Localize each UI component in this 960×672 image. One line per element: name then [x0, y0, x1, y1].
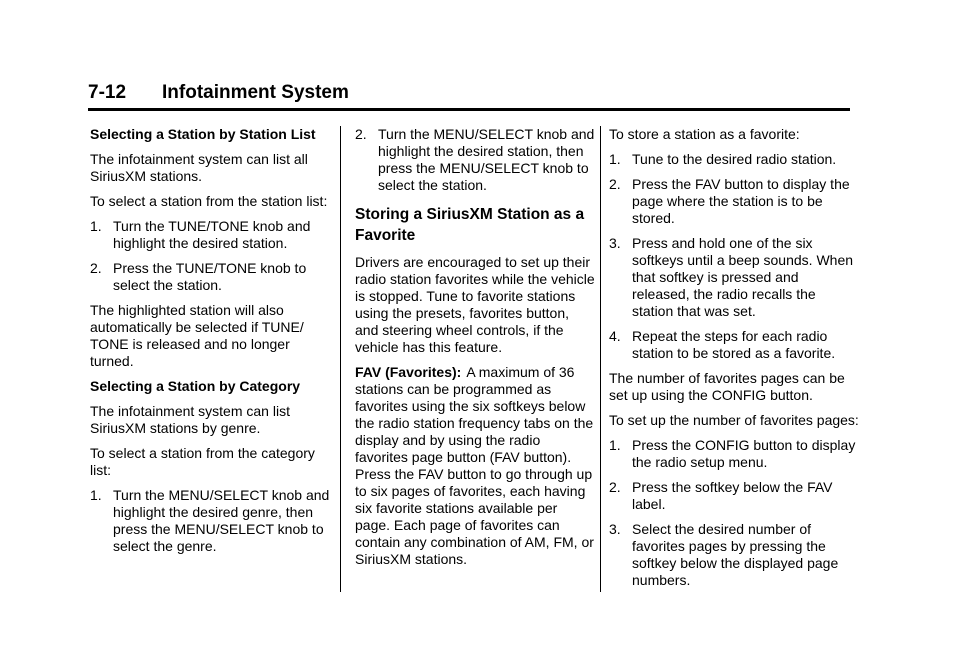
list-item: [609, 176, 859, 227]
list-item-number: 2.: [609, 479, 621, 495]
column-divider-1: [340, 126, 341, 592]
run-in-text: A maximum of 36 stations can be programmed as favorites using the six softkeys below the radio station frequency tabs on the display and by using the radio favorites page button (FAV button). Press the FAV button to go through up to six pages of favorites, each having six favorite stations available per page. Each page of favorites can contain any combination of AM, FM, or SiriusXM stations.: [355, 364, 594, 567]
paragraph: To store a station as a favorite:: [609, 126, 800, 142]
list-item-text: Turn the TUNE/TONE knob and highlight the desired station.: [113, 218, 311, 251]
paragraph: The highlighted station will also automatically be selected if TUNE/ TONE is released and no longer turned.: [90, 302, 304, 369]
list-item-number: 1.: [609, 437, 621, 453]
list-item: [609, 235, 859, 320]
list-item-text: Select the desired number of favorites pages by pressing the softkey below the displayed page numbers.: [632, 521, 839, 588]
paragraph: To select a station from the category list:: [90, 445, 315, 478]
list-item-number: 1.: [609, 151, 621, 167]
page-header: [88, 80, 850, 111]
list-item-number: 2.: [609, 176, 621, 192]
list-item: [609, 437, 859, 471]
column-2: [355, 126, 595, 576]
section-heading: Storing a SiriusXM Station as a Favorite: [355, 206, 585, 244]
list-item-text: Press the FAV button to display the page where the station is to be stored.: [632, 176, 850, 226]
list-item-text: Press the CONFIG button to display the radio setup menu.: [632, 437, 856, 470]
list-item-number: 3.: [609, 521, 621, 537]
list-item: [90, 487, 330, 555]
list-item-text: Turn the MENU/SELECT knob and highlight the desired station, then press the MENU/SELECT knob to select the station.: [378, 126, 595, 193]
list-item-text: Press the TUNE/TONE knob to select the station.: [113, 260, 307, 293]
page-number: 7-12: [88, 82, 127, 103]
chapter-title: Infotainment System: [162, 82, 349, 103]
list-item-text: Press the softkey below the FAV label.: [632, 479, 833, 512]
column-3: [609, 126, 859, 597]
list-item-text: Turn the MENU/SELECT knob and highlight the desired genre, then press the MENU/SELECT knob to select the genre.: [113, 487, 330, 554]
list-item-number: 3.: [609, 235, 621, 251]
list-item: [609, 479, 859, 513]
list-item: [609, 328, 859, 362]
paragraph: The infotainment system can list SiriusXM stations by genre.: [90, 403, 290, 436]
column-divider-2: [600, 126, 601, 592]
list-item-number: 1.: [90, 487, 102, 503]
list-item: [90, 260, 330, 294]
run-in-label: FAV (Favorites):: [355, 364, 462, 380]
paragraph: To select a station from the station list:: [90, 193, 328, 209]
list-item-number: 1.: [90, 218, 102, 234]
list-item: [609, 521, 859, 589]
list-item-text: Press and hold one of the six softkeys until a beep sounds. When that softkey is pressed and released, the radio recalls the station that was set.: [632, 235, 854, 319]
paragraph: The infotainment system can list all SiriusXM stations.: [90, 151, 308, 184]
paragraph: To set up the number of favorites pages:: [609, 412, 859, 428]
list-item-text: Tune to the desired radio station.: [632, 151, 837, 167]
subheading-category: Selecting a Station by Category: [90, 378, 301, 394]
paragraph: The number of favorites pages can be set up using the CONFIG button.: [609, 370, 845, 403]
list-item-text: Repeat the steps for each radio station to be stored as a favorite.: [632, 328, 836, 361]
list-item-number: 4.: [609, 328, 621, 344]
column-1: [90, 126, 330, 563]
list-item: [355, 126, 595, 194]
subheading-station-list: Selecting a Station by Station List: [90, 126, 316, 142]
paragraph-favorites: [355, 364, 595, 568]
list-item: [90, 218, 330, 252]
paragraph: Drivers are encouraged to set up their radio station favorites while the vehicle is stopped. Tune to favorite stations using the presets, favorites button, and steering wheel controls, if the vehicle has this feature.: [355, 254, 595, 355]
list-item-number: 2.: [355, 126, 367, 142]
list-item-number: 2.: [90, 260, 102, 276]
list-item: [609, 151, 859, 168]
